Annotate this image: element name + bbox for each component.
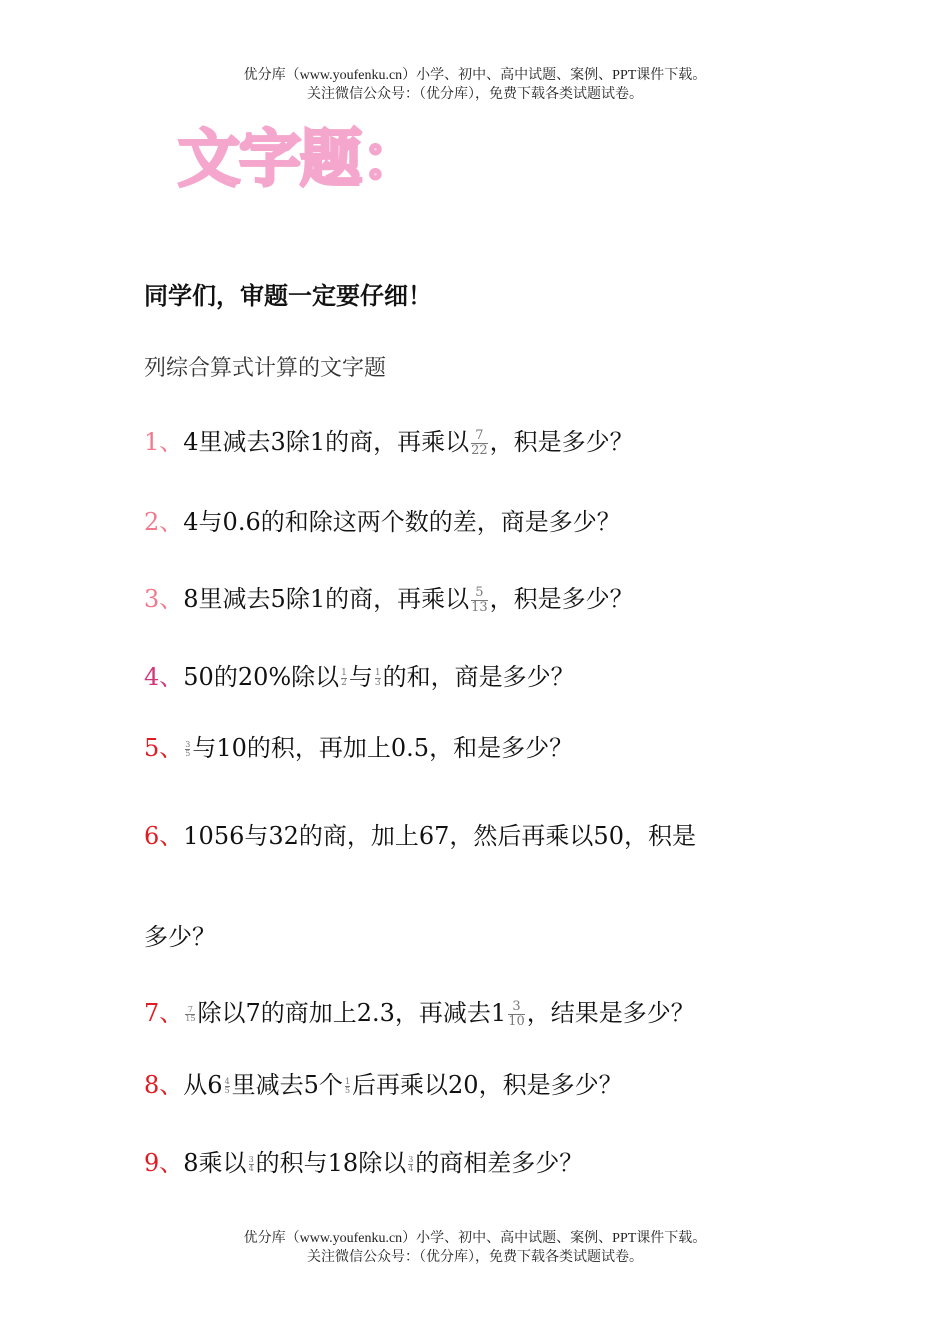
question-text: 1056与32的商，加上67，然后再乘以50，积是 [183,822,696,850]
footer-line-2: 关注微信公众号：（优分库），免费下载各类试题试卷。 [307,1250,643,1265]
question-number: 6、 [144,822,184,850]
fraction-denominator: 15 [185,1014,196,1023]
fraction-numerator: 7 [475,428,484,444]
fraction-denominator: 3 [374,678,381,688]
question-number: 2、 [144,508,184,536]
question-7 [144,996,695,1030]
fraction-denominator: 4 [248,1164,254,1173]
question-text: ，结果是多少？ [526,999,695,1027]
fraction-denominator: 13 [471,600,488,615]
question-text: 8里减去5除1的商，再乘以 [183,585,470,613]
question-text: 4里减去3除1的商，再乘以 [183,428,470,456]
question-text: 的积与18除以 [255,1149,407,1177]
question-text: 除以7的商加上2.3，再减去1 [197,999,507,1027]
question-number: 5、 [144,734,184,762]
question-2 [144,505,621,539]
question-text: 里减去5个 [231,1071,343,1099]
question-text: 50的20%除以 [183,663,340,691]
question-text: 8乘以 [183,1149,247,1177]
page-header [0,66,950,104]
question-text: 的商相差多少？ [415,1149,584,1177]
question-text: 与10的积，再加上0.5，和是多少？ [192,734,574,762]
fraction-denominator: 5 [224,1086,230,1095]
footer-line-1: 优分库（www.youfenku.cn）小学、初中、高中试题、案例、PPT课件下载。 [243,1231,707,1246]
fraction-denominator: 2 [341,678,347,688]
question-number: 4、 [144,663,184,691]
question-1 [144,425,634,459]
fraction [375,669,381,689]
question-6-continuation: 多少？ [144,923,216,951]
question-text: 从6 [183,1071,223,1099]
question-text: ，积是多少？ [489,585,634,613]
fraction-numerator: 3 [408,1154,414,1164]
question-number: 1、 [144,428,184,456]
fraction-denominator: 22 [471,443,488,458]
question-4 [144,660,575,694]
fraction-numerator: 3 [185,739,191,749]
question-number: 7、 [144,999,184,1027]
fraction [471,586,488,614]
header-line-1: 优分库（www.youfenku.cn）小学、初中、高中试题、案例、PPT课件下载。 [243,68,707,83]
fraction [225,1078,230,1096]
fraction-numerator: 1 [344,1076,351,1086]
question-3 [144,582,634,616]
fraction [185,1006,195,1024]
fraction [508,1000,525,1028]
fraction-numerator: 7 [187,1004,193,1014]
fraction [471,429,488,457]
question-text: 4与0.6的和除这两个数的差，商是多少？ [183,508,621,536]
question-6 [144,819,696,853]
question-number: 3、 [144,585,184,613]
page-footer [0,1229,950,1267]
fraction-denominator: 4 [408,1164,414,1173]
fraction-denominator: 5 [185,749,191,758]
fraction [249,1156,254,1174]
question-9 [144,1146,583,1180]
fraction [185,741,190,759]
fraction-numerator: 1 [374,667,381,678]
question-number: 8、 [144,1071,184,1099]
question-text: 的和，商是多少？ [382,663,575,691]
section-subtitle: 列综合算式计算的文字题 [144,356,387,381]
fraction-numerator: 4 [224,1076,230,1086]
fraction-denominator: 5 [344,1086,351,1095]
question-8 [144,1068,623,1102]
fraction-numerator: 5 [475,585,484,601]
fraction [408,1156,413,1174]
question-number: 9、 [144,1149,184,1177]
fraction-numerator: 1 [341,667,347,678]
fraction [345,1078,350,1096]
fraction-numerator: 3 [248,1154,254,1164]
intro-text: 同学们，审题一定要仔细！ [144,281,432,310]
page-title: 文字题： [178,122,423,195]
fraction [341,669,347,689]
question-5 [144,731,573,765]
question-text: 后再乘以20，积是多少？ [352,1071,623,1099]
fraction-denominator: 10 [508,1014,525,1029]
question-text: ，积是多少？ [489,428,634,456]
header-line-2: 关注微信公众号：（优分库），免费下载各类试题试卷。 [307,87,643,102]
fraction-numerator: 3 [512,999,521,1015]
question-text: 与 [348,663,373,691]
